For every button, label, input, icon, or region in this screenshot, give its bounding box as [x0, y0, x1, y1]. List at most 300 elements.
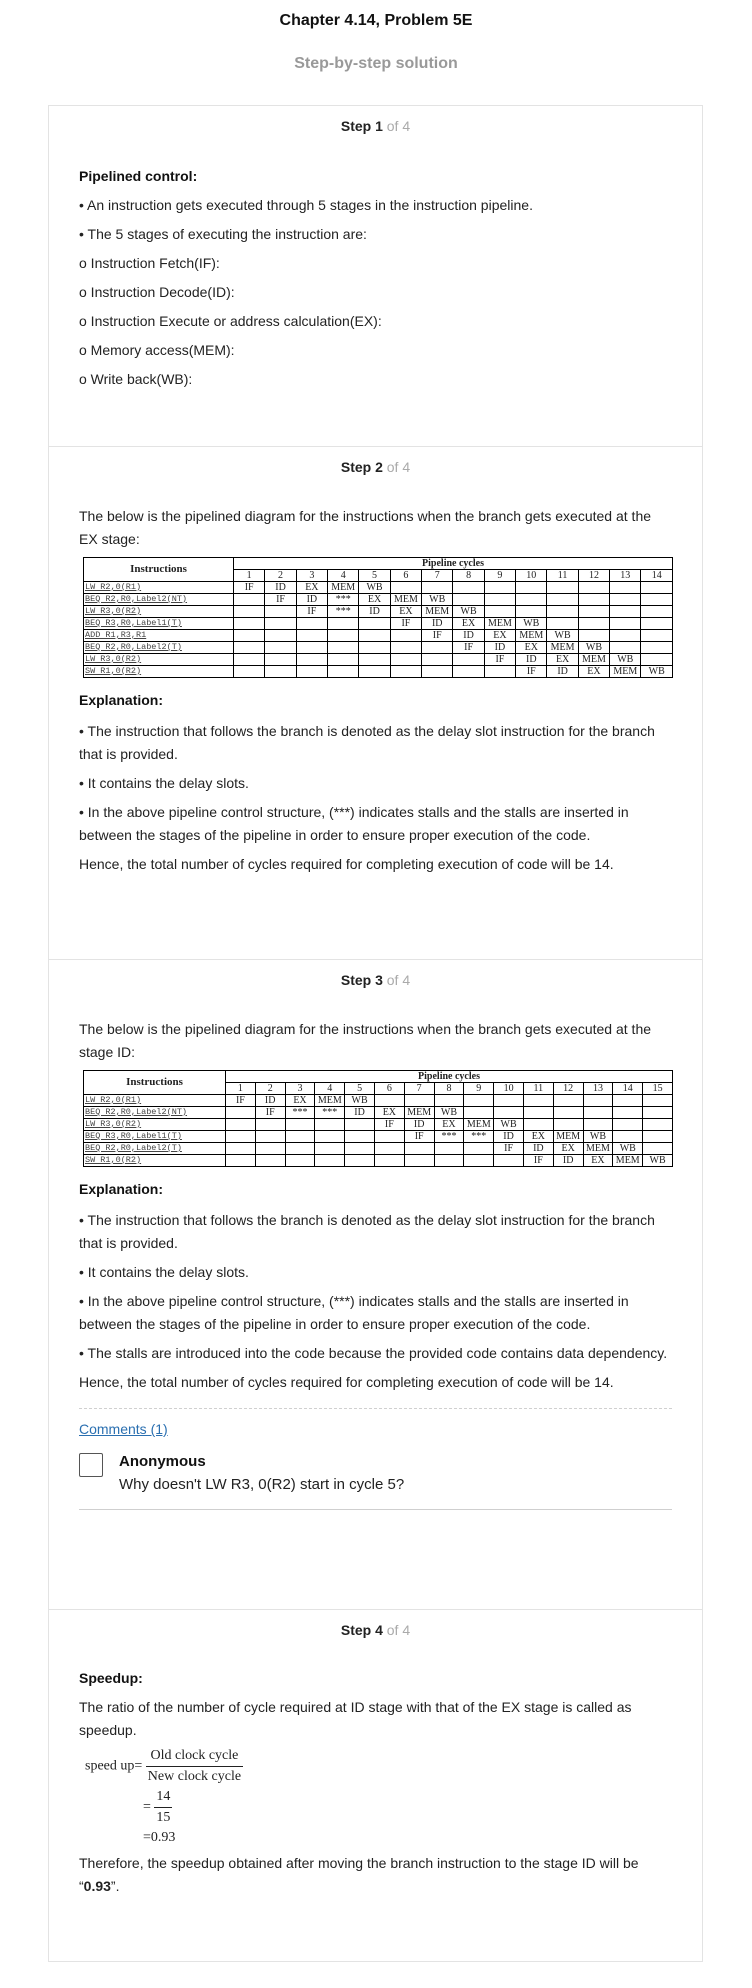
stage-cell: [613, 1119, 643, 1131]
stage-cell: [583, 1107, 613, 1119]
stage-cell: EX: [296, 582, 327, 594]
stage-cell: MEM: [315, 1095, 345, 1107]
stage-cell: [516, 606, 547, 618]
stage-cell: [226, 1131, 256, 1143]
step-number: Step 1: [340, 118, 383, 134]
page-title: Chapter 4.14, Problem 5E: [279, 12, 473, 29]
stage-cell: ID: [494, 1131, 524, 1143]
stage-cell: [265, 654, 296, 666]
stage-cell: IF: [523, 1155, 553, 1167]
step-3-card: [48, 959, 703, 1609]
stage-cell: MEM: [613, 1155, 643, 1167]
stage-cell: [265, 666, 296, 678]
stage-cell: [422, 654, 453, 666]
stage-cell: [494, 1155, 524, 1167]
comments-divider: [79, 1408, 672, 1409]
explanation-line: • It contains the delay slots.: [79, 1264, 249, 1280]
stage-cell: [374, 1155, 404, 1167]
explanation-line: • The instruction that follows the branch is denoted as the delay slot instruction for the branch that is provided.: [79, 1212, 655, 1251]
cycle-number: 14: [613, 1083, 643, 1095]
stage-cell: [390, 642, 421, 654]
stage-cell: WB: [610, 654, 641, 666]
stage-cell: [641, 618, 673, 630]
pipeline-table-id-stage: [83, 1070, 673, 1167]
stage-cell: [641, 630, 673, 642]
explanation-heading: Explanation:: [79, 692, 164, 708]
stage-cell: WB: [641, 666, 673, 678]
stage-cell: [226, 1107, 256, 1119]
stage-cell: ID: [516, 654, 547, 666]
table-row: [84, 618, 673, 630]
stage-cell: EX: [553, 1143, 583, 1155]
stage-cell: [255, 1119, 285, 1131]
stage-cell: [610, 594, 641, 606]
instructions-header: Instructions: [84, 1071, 226, 1095]
list-item: o Instruction Execute or address calculation(EX):: [79, 313, 382, 329]
stage-cell: [643, 1119, 673, 1131]
stage-cell: IF: [255, 1107, 285, 1119]
stage-cell: [641, 594, 673, 606]
stage-cell: [641, 642, 673, 654]
stage-cell: [464, 1095, 494, 1107]
stage-cell: [464, 1107, 494, 1119]
section-heading: Speedup:: [79, 1670, 143, 1686]
stage-cell: [328, 666, 359, 678]
stage-cell: [434, 1095, 464, 1107]
list-item: • The 5 stages of executing the instruction are:: [79, 226, 367, 242]
stage-cell: EX: [374, 1107, 404, 1119]
stage-cell: [610, 642, 641, 654]
stage-cell: IF: [390, 618, 421, 630]
stage-cell: [234, 642, 265, 654]
intro-paragraph: The ratio of the number of cycle required at ID stage with that of the EX stage is called as speedup.: [79, 1699, 632, 1738]
stage-cell: [359, 642, 390, 654]
stage-cell: MEM: [516, 630, 547, 642]
instruction-cell: LW R2,0(R1): [84, 1095, 226, 1107]
stage-cell: MEM: [578, 654, 609, 666]
stage-cell: [643, 1107, 673, 1119]
explanation-line: • In the above pipeline control structure, (***) indicates stalls and the stalls are inserted in between the stages of the pipeline in order to ensure proper execution of the code.: [79, 804, 629, 843]
stage-cell: ID: [404, 1119, 434, 1131]
stage-cell: [285, 1155, 315, 1167]
value-numerator: 14: [154, 1789, 172, 1808]
stage-cell: WB: [345, 1095, 375, 1107]
stage-cell: [226, 1143, 256, 1155]
fraction-denominator: New clock cycle: [147, 1769, 242, 1784]
page-subtitle: Step-by-step solution: [294, 55, 458, 72]
stage-cell: WB: [434, 1107, 464, 1119]
cycle-number: 15: [643, 1083, 673, 1095]
pipeline-table-ex-stage: [83, 557, 673, 678]
pipeline-cycles-header: Pipeline cycles: [226, 1071, 673, 1083]
stage-cell: ID: [296, 594, 327, 606]
stage-cell: IF: [453, 642, 484, 654]
step-number: Step 2: [340, 459, 383, 475]
cycle-number: 10: [494, 1083, 524, 1095]
stage-list: [79, 194, 672, 391]
step-number: Step 4: [340, 1622, 383, 1638]
stage-cell: [404, 1143, 434, 1155]
stage-cell: MEM: [547, 642, 578, 654]
stage-cell: [523, 1107, 553, 1119]
stage-cell: EX: [434, 1119, 464, 1131]
cycle-number: 14: [641, 570, 673, 582]
stage-cell: WB: [583, 1131, 613, 1143]
comment-text: Why doesn't LW R3, 0(R2) start in cycle 5?: [119, 1476, 405, 1493]
stage-cell: [516, 582, 547, 594]
stage-cell: [613, 1107, 643, 1119]
stage-cell: [359, 630, 390, 642]
stage-cell: ID: [345, 1107, 375, 1119]
stage-cell: [610, 606, 641, 618]
formula-equals: =: [143, 1799, 151, 1815]
stage-cell: [553, 1095, 583, 1107]
cycle-number: 8: [434, 1083, 464, 1095]
stage-cell: IF: [484, 654, 515, 666]
stage-cell: [359, 666, 390, 678]
stage-cell: EX: [578, 666, 609, 678]
comment-author: Anonymous: [119, 1453, 206, 1470]
stage-cell: [345, 1131, 375, 1143]
step-2-card: [48, 446, 703, 959]
list-item: o Memory access(MEM):: [79, 342, 235, 358]
comment-item: [79, 1453, 672, 1493]
stage-cell: [285, 1143, 315, 1155]
stage-cell: [610, 630, 641, 642]
stage-cell: [641, 606, 673, 618]
stage-cell: [315, 1143, 345, 1155]
formula-lhs: speed up: [85, 1758, 135, 1774]
cycle-number: 7: [422, 570, 453, 582]
formula-result: =0.93: [143, 1830, 176, 1845]
stage-cell: MEM: [422, 606, 453, 618]
cycle-number: 2: [265, 570, 296, 582]
stage-cell: MEM: [583, 1143, 613, 1155]
formula-fraction: [146, 1748, 243, 1785]
stage-cell: ***: [328, 606, 359, 618]
step-of-total: of 4: [386, 972, 411, 988]
instruction-cell: ADD R1,R3,R1: [84, 630, 234, 642]
stage-cell: [328, 654, 359, 666]
stage-cell: [494, 1095, 524, 1107]
conclusion-text: Therefore, the speedup obtained after moving the branch instruction to the stage ID will be “: [79, 1855, 639, 1894]
table-row: [84, 1095, 673, 1107]
explanation-line: • In the above pipeline control structure, (***) indicates stalls and the stalls are inserted in between the stages of the pipeline in order to ensure proper execution of the code.: [79, 1293, 629, 1332]
stage-cell: [226, 1155, 256, 1167]
table-row: [84, 582, 673, 594]
stage-cell: MEM: [390, 594, 421, 606]
cycle-number: 2: [255, 1083, 285, 1095]
stage-cell: ID: [359, 606, 390, 618]
stage-cell: [255, 1131, 285, 1143]
explanation-line: • It contains the delay slots.: [79, 775, 249, 791]
fraction-numerator: Old clock cycle: [146, 1748, 243, 1767]
cycle-number: 12: [578, 570, 609, 582]
instruction-cell: BEQ R2,R0,Label2(T): [84, 642, 234, 654]
stage-cell: MEM: [553, 1131, 583, 1143]
stage-cell: [464, 1143, 494, 1155]
stage-cell: ID: [553, 1155, 583, 1167]
table-row: [84, 630, 673, 642]
stage-cell: [578, 618, 609, 630]
stage-cell: [404, 1095, 434, 1107]
stage-cell: [578, 582, 609, 594]
stage-cell: [315, 1155, 345, 1167]
instruction-cell: SW R1,0(R2): [84, 1155, 226, 1167]
step-of-total: of 4: [386, 1622, 411, 1638]
stage-cell: [234, 654, 265, 666]
stage-cell: [374, 1095, 404, 1107]
stage-cell: [345, 1119, 375, 1131]
instruction-cell: SW R1,0(R2): [84, 666, 234, 678]
stage-cell: [285, 1131, 315, 1143]
stage-cell: WB: [453, 606, 484, 618]
stage-cell: [464, 1155, 494, 1167]
instruction-rows: [84, 582, 673, 678]
stage-cell: WB: [422, 594, 453, 606]
stage-cell: IF: [234, 582, 265, 594]
explanation-conclusion: Hence, the total number of cycles required for completing execution of code will be 14.: [79, 1374, 614, 1390]
stage-cell: EX: [516, 642, 547, 654]
stage-cell: EX: [547, 654, 578, 666]
step-number: Step 3: [340, 972, 383, 988]
cycle-number: 13: [610, 570, 641, 582]
cycle-number: 12: [553, 1083, 583, 1095]
stage-cell: [226, 1119, 256, 1131]
step-of-total: of 4: [386, 118, 411, 134]
stage-cell: [643, 1143, 673, 1155]
instruction-cell: BEQ R2,R0,Label2(T): [84, 1143, 226, 1155]
stage-cell: [328, 642, 359, 654]
stage-cell: [494, 1107, 524, 1119]
table-row: [84, 594, 673, 606]
stage-cell: [390, 630, 421, 642]
cycle-number: 3: [296, 570, 327, 582]
stage-cell: EX: [285, 1095, 315, 1107]
stage-cell: MEM: [610, 666, 641, 678]
instruction-cell: BEQ R2,R0,Label2(NT): [84, 1107, 226, 1119]
value-fraction: [154, 1789, 172, 1826]
list-item: o Write back(WB):: [79, 371, 193, 387]
stage-cell: [345, 1155, 375, 1167]
stage-cell: [484, 594, 515, 606]
cycle-number: 5: [345, 1083, 375, 1095]
comments-link[interactable]: Comments (1): [79, 1421, 168, 1437]
stage-cell: [374, 1131, 404, 1143]
stage-cell: [315, 1131, 345, 1143]
stage-cell: [553, 1119, 583, 1131]
stage-cell: IF: [374, 1119, 404, 1131]
stage-cell: [296, 618, 327, 630]
stage-cell: EX: [359, 594, 390, 606]
table-row: [84, 1107, 673, 1119]
stage-cell: ID: [255, 1095, 285, 1107]
table-row: [84, 606, 673, 618]
stage-cell: [453, 666, 484, 678]
stage-cell: ***: [434, 1131, 464, 1143]
explanation-line: • The stalls are introduced into the code because the provided code contains data dependency.: [79, 1345, 668, 1361]
stage-cell: [328, 618, 359, 630]
stage-cell: [578, 594, 609, 606]
stage-cell: [265, 630, 296, 642]
step-4-card: [48, 1609, 703, 1962]
stage-cell: [643, 1095, 673, 1107]
stage-cell: [315, 1119, 345, 1131]
stage-cell: EX: [484, 630, 515, 642]
stage-cell: IF: [494, 1143, 524, 1155]
cycle-number: 8: [453, 570, 484, 582]
stage-cell: [516, 594, 547, 606]
stage-cell: [547, 582, 578, 594]
stage-cell: [553, 1107, 583, 1119]
instruction-cell: BEQ R2,R0,Label2(NT): [84, 594, 234, 606]
stage-cell: [422, 642, 453, 654]
conclusion-paragraph: [79, 1852, 672, 1898]
stage-cell: [613, 1131, 643, 1143]
list-item: o Instruction Decode(ID):: [79, 284, 235, 300]
intro-paragraph: The below is the pipelined diagram for the instructions when the branch gets executed at the EX stage:: [79, 508, 652, 547]
stage-cell: [374, 1143, 404, 1155]
stage-cell: MEM: [464, 1119, 494, 1131]
stage-cell: ***: [315, 1107, 345, 1119]
stage-cell: [610, 618, 641, 630]
stage-cell: WB: [613, 1143, 643, 1155]
instruction-cell: LW R3,0(R2): [84, 606, 234, 618]
stage-cell: [434, 1143, 464, 1155]
stage-cell: MEM: [328, 582, 359, 594]
cycle-number: 6: [374, 1083, 404, 1095]
instructions-header: Instructions: [84, 558, 234, 582]
cycle-number: 5: [359, 570, 390, 582]
stage-cell: EX: [523, 1131, 553, 1143]
comment-divider: [79, 1509, 672, 1510]
stage-cell: [345, 1143, 375, 1155]
list-item: • An instruction gets executed through 5 stages in the instruction pipeline.: [79, 197, 533, 213]
stage-cell: WB: [359, 582, 390, 594]
stage-cell: [523, 1095, 553, 1107]
cycle-number: 9: [464, 1083, 494, 1095]
stage-cell: [453, 582, 484, 594]
stage-cell: ID: [453, 630, 484, 642]
stage-cell: [484, 666, 515, 678]
section-heading: Pipelined control:: [79, 168, 198, 184]
table-row: [84, 1155, 673, 1167]
stage-cell: IF: [422, 630, 453, 642]
formula-equals: =: [134, 1758, 143, 1774]
explanation-conclusion: Hence, the total number of cycles required for completing execution of code will be 14.: [79, 856, 614, 872]
stage-cell: [255, 1143, 285, 1155]
stage-cell: ***: [464, 1131, 494, 1143]
cycle-number: 9: [484, 570, 515, 582]
stage-cell: WB: [643, 1155, 673, 1167]
step-of-total: of 4: [386, 459, 411, 475]
cycle-number: 11: [547, 570, 578, 582]
stage-cell: [328, 630, 359, 642]
stage-cell: IF: [516, 666, 547, 678]
value-denominator: 15: [156, 1810, 171, 1825]
stage-cell: ID: [547, 666, 578, 678]
comment-checkbox[interactable]: [79, 1453, 103, 1477]
stage-cell: [453, 594, 484, 606]
table-row: [84, 1119, 673, 1131]
stage-cell: [296, 654, 327, 666]
intro-paragraph: The below is the pipelined diagram for the instructions when the branch gets executed at the stage ID:: [79, 1021, 652, 1060]
stage-cell: [234, 606, 265, 618]
stage-cell: [583, 1119, 613, 1131]
stage-cell: EX: [583, 1155, 613, 1167]
table-row: [84, 642, 673, 654]
stage-cell: IF: [265, 594, 296, 606]
instruction-cell: LW R3,0(R2): [84, 1119, 226, 1131]
instruction-cell: BEQ R3,R0,Label1(T): [84, 1131, 226, 1143]
table-row: [84, 1143, 673, 1155]
cycle-number: 1: [226, 1083, 256, 1095]
instruction-cell: LW R2,0(R1): [84, 582, 234, 594]
stage-cell: [613, 1095, 643, 1107]
stage-cell: WB: [494, 1119, 524, 1131]
stage-cell: EX: [390, 606, 421, 618]
stage-cell: [390, 654, 421, 666]
instruction-cell: LW R3,0(R2): [84, 654, 234, 666]
stage-cell: [390, 582, 421, 594]
explanation-line: • The instruction that follows the branch is denoted as the delay slot instruction for the branch that is provided.: [79, 723, 655, 762]
stage-cell: [234, 630, 265, 642]
stage-cell: [523, 1119, 553, 1131]
cycle-number: 13: [583, 1083, 613, 1095]
stage-cell: [547, 618, 578, 630]
stage-cell: [547, 606, 578, 618]
cycle-number: 11: [523, 1083, 553, 1095]
stage-cell: [578, 630, 609, 642]
stage-cell: EX: [453, 618, 484, 630]
stage-cell: [434, 1155, 464, 1167]
stage-cell: [234, 666, 265, 678]
stage-cell: IF: [404, 1131, 434, 1143]
step-2-header: [49, 459, 702, 475]
stage-cell: ***: [328, 594, 359, 606]
stage-cell: [234, 618, 265, 630]
explanation-heading: Explanation:: [79, 1181, 164, 1197]
stage-cell: [453, 654, 484, 666]
stage-cell: ID: [422, 618, 453, 630]
cycle-number: 10: [516, 570, 547, 582]
stage-cell: WB: [516, 618, 547, 630]
stage-cell: [359, 654, 390, 666]
stage-cell: [296, 642, 327, 654]
cycle-number: 4: [328, 570, 359, 582]
stage-cell: [422, 582, 453, 594]
stage-cell: [390, 666, 421, 678]
stage-cell: WB: [578, 642, 609, 654]
stage-cell: [265, 606, 296, 618]
stage-cell: [359, 618, 390, 630]
cycle-number: 7: [404, 1083, 434, 1095]
stage-cell: [285, 1119, 315, 1131]
instruction-cell: BEQ R3,R0,Label1(T): [84, 618, 234, 630]
stage-cell: ID: [484, 642, 515, 654]
step-1-card: [48, 105, 703, 446]
stage-cell: [610, 582, 641, 594]
instruction-rows: [84, 1095, 673, 1167]
stage-cell: ***: [285, 1107, 315, 1119]
stage-cell: MEM: [484, 618, 515, 630]
table-row: [84, 666, 673, 678]
cycle-number: 1: [234, 570, 265, 582]
speedup-formula: [85, 1748, 672, 1846]
table-row: [84, 654, 673, 666]
stage-cell: IF: [226, 1095, 256, 1107]
stage-cell: ID: [523, 1143, 553, 1155]
